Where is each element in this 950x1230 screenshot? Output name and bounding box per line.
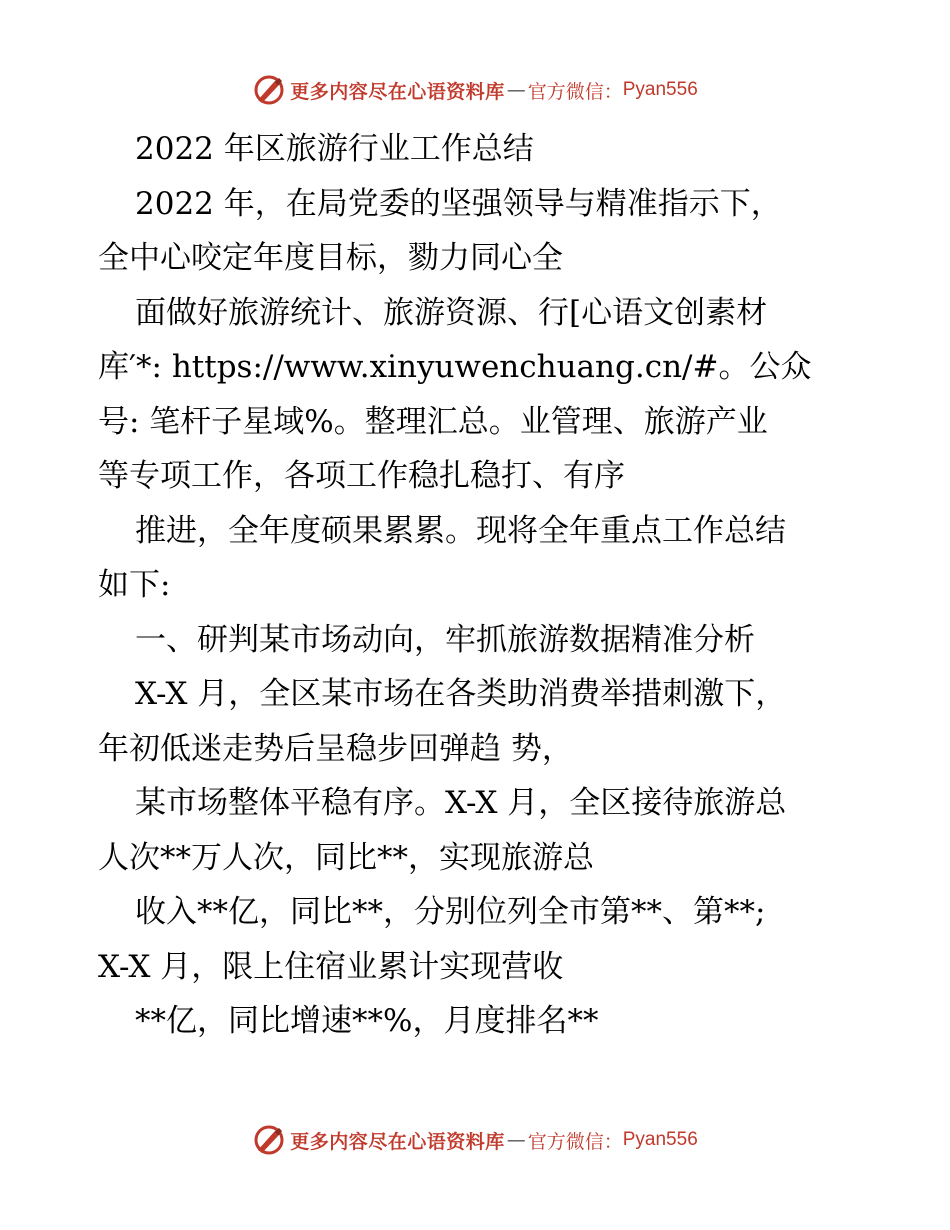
document-title: 2022 年区旅游行业工作总结 <box>135 131 534 167</box>
text-line: 号: 笔杆子星域%。整理汇总。业管理、旅游产业 <box>98 403 768 440</box>
text-line: 人次**万人次，同比**，实现旅游总 <box>98 839 594 876</box>
banner-separator: — <box>506 79 526 101</box>
text-line: 某市场整体平稳有序。X-X 月，全区接待旅游总 <box>135 785 787 821</box>
text-line: X-X 月，全区某市场在各类助消费举措刺激下， <box>135 676 787 712</box>
text-line: X-X 月，限上住宿业累计实现营收 <box>98 948 564 985</box>
footer-banner <box>0 1120 950 1160</box>
text-line: 库′*: https://www.xinyuwenchuang.cn/#。公众 <box>98 349 812 385</box>
header-banner <box>0 70 950 110</box>
text-line: 面做好旅游统计、旅游资源、行[心语文创素材 <box>135 294 768 331</box>
banner-separator: — <box>506 1129 526 1151</box>
text-line: 年初低迷走势后呈稳步回弹趋 势， <box>98 730 573 767</box>
text-line: 等专项工作，各项工作稳扎稳打、有序 <box>98 458 625 494</box>
pen-logo-icon <box>252 1123 286 1157</box>
text-line: 2022 年，在局党委的坚强领导与精准指示下， <box>135 185 782 222</box>
banner-wechat-id: Pyan556 <box>622 79 698 100</box>
banner-wechat-id: Pyan556 <box>622 1129 698 1150</box>
text-line: **亿，同比增速**%，月度排名** <box>135 1003 599 1039</box>
section-heading: 一、研判某市场动向，牢抓旅游数据精准分析 <box>135 621 755 658</box>
banner-wechat-label: 官方微信： <box>527 80 623 103</box>
document-body <box>98 122 858 1049</box>
banner-main-text: 更多内容尽在心语资料库 <box>290 80 505 103</box>
text-line: 全中心咬定年度目标，勠力同心全 <box>98 240 563 276</box>
banner-wechat-label: 官方微信： <box>527 1130 623 1153</box>
text-line: 推进，全年度硕果累累。现将全年重点工作总结 <box>135 512 786 549</box>
text-line: 收入**亿，同比**，分别位列全市第**、第**; <box>135 894 766 930</box>
banner-main-text: 更多内容尽在心语资料库 <box>290 1130 505 1153</box>
text-line: 如下: <box>98 567 171 603</box>
pen-logo-icon <box>252 73 286 107</box>
